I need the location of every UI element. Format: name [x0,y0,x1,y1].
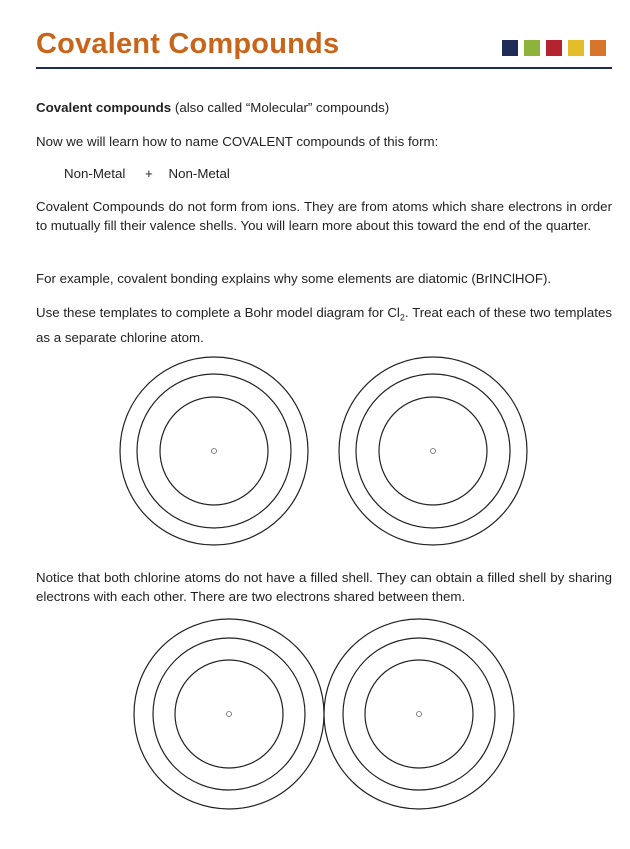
inner-shell [379,397,487,505]
bohr-template-right [339,357,527,545]
formula-right: Non-Metal [168,166,230,181]
bohr-instructions [36,303,612,347]
inner-shell [365,660,473,768]
bohr-instructions-after: . Treat each of these two templates as a separate chlorine atom. [36,305,612,345]
shared-electrons-note: Notice that both chlorine atoms do not have a filled shell. They can obtain a filled shell by sharing electrons with each other. There are two electrons shared between them. [36,570,612,604]
bohr-templates-bonded [0,617,630,812]
naming-intro: Now we will learn how to name COVALENT compounds of this form: [36,134,439,149]
nucleus [431,449,436,454]
nucleus [212,449,217,454]
middle-shell [343,638,495,790]
intro-paragraph [36,98,612,117]
formula-operator: + [145,166,153,181]
color-square-red [546,40,562,56]
outer-shell [339,357,527,545]
bohr-bonded-left [134,619,324,809]
outer-shell [134,619,324,809]
chlorine-subscript: 2 [399,312,405,323]
nucleus [227,712,232,717]
bohr-templates-separate [0,355,630,550]
title-divider [36,67,612,69]
color-squares [502,40,606,56]
inner-shell [175,660,283,768]
inner-shell [160,397,268,505]
color-square-navy [502,40,518,56]
color-square-green [524,40,540,56]
diatomic-example: For example, covalent bonding explains why some elements are diatomic (BrINClHOF). [36,271,552,286]
nucleus [417,712,422,717]
intro-bold-term: Covalent compounds [36,100,172,115]
middle-shell [153,638,305,790]
bohr-bonded-right [324,619,514,809]
bohr-template-left [120,357,308,545]
bohr-instructions-before: Use these templates to complete a Bohr model diagram for Cl [36,305,400,320]
formula-left: Non-Metal [64,166,126,181]
color-square-orange [590,40,606,56]
color-square-yellow [568,40,584,56]
outer-shell [324,619,514,809]
formula-line [64,166,230,181]
covalent-explanation: Covalent Compounds do not form from ions. They are from atoms which share electrons in order to mutually fill their valence shells. You will learn more about this toward the end of the quarter. [36,199,612,233]
outer-shell [120,357,308,545]
page-title: Covalent Compounds [36,28,340,60]
intro-rest: (also called “Molecular” compounds) [171,100,390,115]
